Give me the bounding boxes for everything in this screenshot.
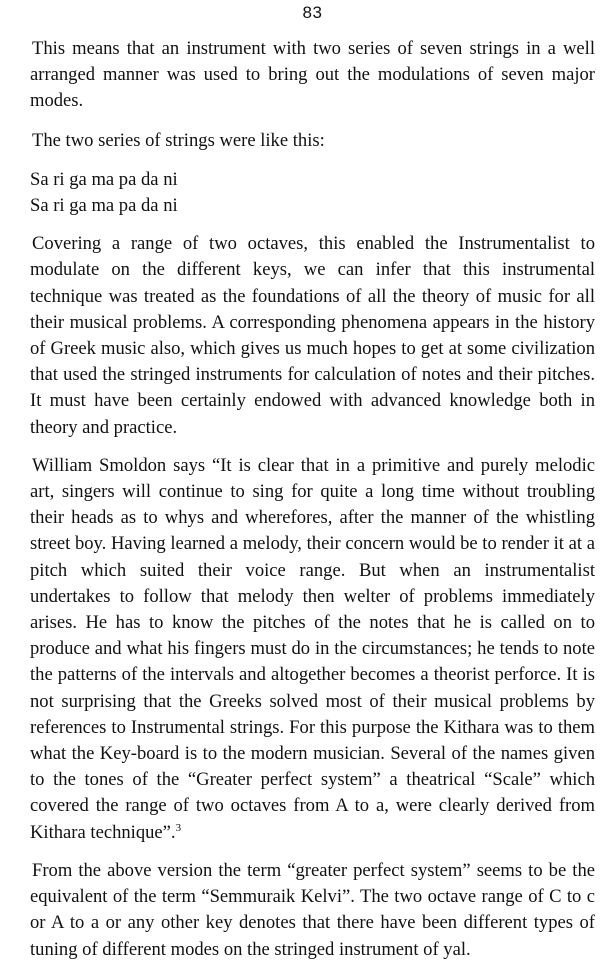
- string-series-list: [30, 167, 595, 219]
- paragraph-string-series-intro: The two series of strings were like this:: [32, 129, 325, 151]
- book-page: [30, 0, 595, 963]
- paragraph-smoldon-quote: [30, 453, 595, 846]
- paragraph-greater-perfect-system: From the above version the term “greater perfect system” seems to be the equivalent of the term “Semmuraik Kelvi”. The two octave range of C to c or A to a or any other key denotes that there have been different types of tuning of different modes on the stringed instrument of yal.: [30, 859, 595, 960]
- paragraph-two-octaves: Covering a range of two octaves, this enabled the Instrumentalist to modulate on the different keys, we can infer that this instrumental technique was treated as the foundations of all the theory of music for all their musical problems. A corresponding phenomena appears in the history of Greek music also, which gives us much hopes to get at some civilization that used the stringed instruments for calculation of notes and their pitches. It must have been certainly endowed with advanced knowledge both in theory and practice.: [30, 233, 595, 438]
- footnote-marker: 3: [175, 821, 182, 834]
- paragraph-modulations: This means that an instrument with two series of seven strings in a well arranged manner was used to bring out the modulations of seven major modes.: [30, 38, 595, 112]
- page-number: 83: [302, 3, 323, 22]
- string-series-line-2: Sa ri ga ma pa da ni: [30, 195, 178, 217]
- smoldon-quote-text: William Smoldon says “It is clear that in a primitive and purely melodic art, singers will continue to sing for quite a long time without troubling their heads as to whys and wherefores, after the manner of the whistling street boy. Having learned a melody, their concern would be to render it at a pitch which suited their voice range. But when an instrumentalist undertakes to follow that melody then welter of problems immediately arises. He has to know the pitches of the notes that he is called on to produce and what his fingers must do in the circumstances; he tends to note the patterns of the intervals and altogether becomes a theorist perforce. It is not surprising that the Greeks solved most of their musical problems by references to Instrumental strings. For this purpose the Kithara was to them what the Key-board is to the modern musician. Several of the names given to the tones of the “Greater perfect system” a theatrical “Scale” which covered the range of two octaves from A to a, were clearly derived from Kithara technique”.: [30, 454, 595, 843]
- string-series-line-1: Sa ri ga ma pa da ni: [30, 168, 178, 190]
